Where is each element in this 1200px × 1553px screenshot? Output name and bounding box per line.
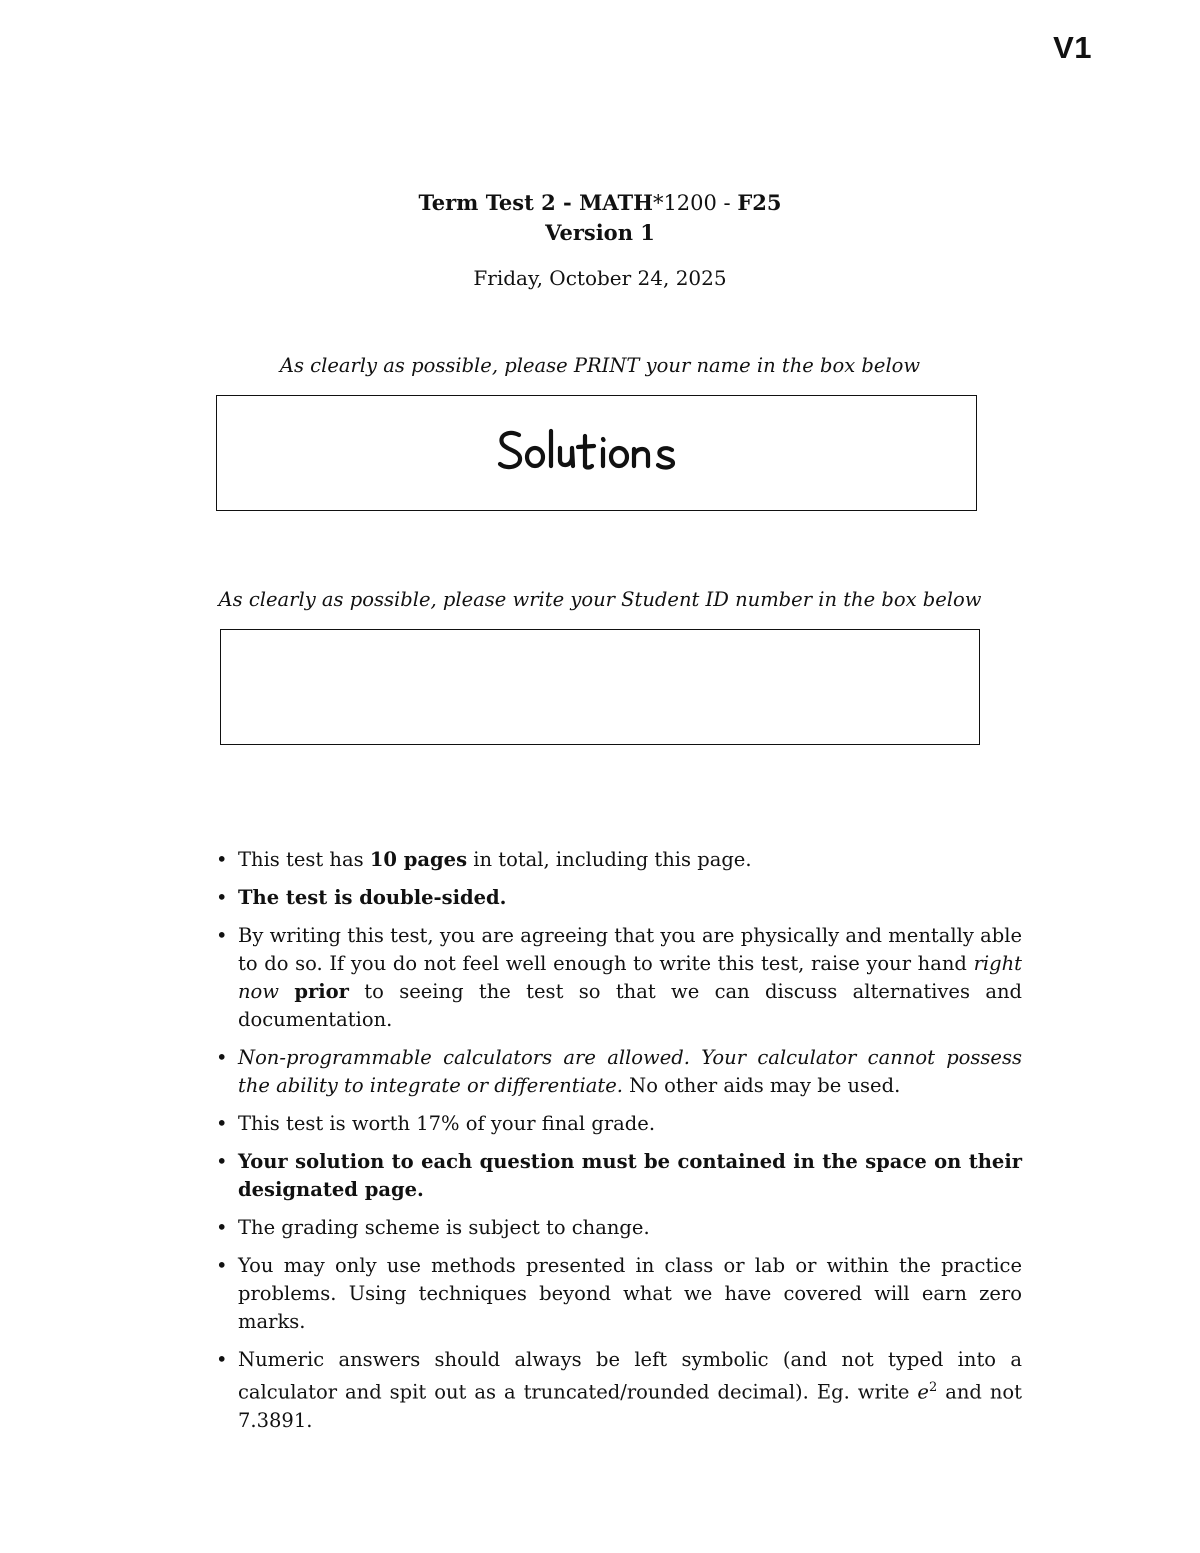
bullet: • bbox=[216, 886, 228, 909]
bullet: • bbox=[216, 848, 228, 871]
instruction-item bbox=[216, 922, 1022, 1034]
instruction-emphasis: Non-programmable calculators are allowed. Your calculator cannot possess the ability to integrate or differentiate. bbox=[238, 1046, 1022, 1097]
instruction-emphasis: prior bbox=[294, 980, 349, 1003]
test-title bbox=[0, 188, 1200, 218]
instruction-text: to seeing the test so that we can discuss alternatives and documentation. bbox=[238, 980, 1022, 1031]
instruction-text: No other aids may be used. bbox=[622, 1074, 901, 1097]
instruction-item bbox=[216, 1214, 1022, 1242]
title-prefix: Term Test 2 - MATH bbox=[418, 190, 653, 215]
student-id-prompt: As clearly as possible, please write your Student ID number in the box below bbox=[218, 588, 982, 611]
instruction-emphasis: The test is double-sided. bbox=[238, 886, 507, 909]
instruction-text: The grading scheme is subject to change. bbox=[238, 1216, 650, 1239]
student-id-box[interactable] bbox=[220, 629, 980, 745]
bullet: • bbox=[216, 1150, 228, 1173]
instruction-text bbox=[279, 980, 294, 1003]
version-mark: V1 bbox=[1053, 30, 1092, 65]
instruction-emphasis: 10 pages bbox=[369, 848, 468, 871]
instruction-emphasis: right now bbox=[238, 952, 1022, 1003]
instruction-text: You may only use methods presented in class or lab or within the practice problems. Using techniques beyond what we have covered will earn zero marks. bbox=[238, 1254, 1022, 1333]
name-box[interactable] bbox=[216, 395, 977, 511]
title-course-suffix: *1200 - bbox=[652, 191, 738, 215]
name-prompt: As clearly as possible, please PRINT your name in the box below bbox=[279, 354, 921, 377]
instruction-item bbox=[216, 1110, 1022, 1138]
instruction-item bbox=[216, 1252, 1022, 1336]
test-date: Friday, October 24, 2025 bbox=[473, 266, 727, 290]
instruction-text: and not 7.3891. bbox=[238, 1380, 1023, 1432]
instructions-list bbox=[216, 846, 1022, 1445]
handwritten-solutions-glyphs bbox=[497, 426, 697, 478]
instruction-text: By writing this test, you are agreeing that you are physically and mentally able to do so. If you do not feel well enough to write this test, raise your hand bbox=[238, 924, 1022, 975]
title-term: F25 bbox=[737, 190, 782, 215]
instruction-item bbox=[216, 1346, 1022, 1435]
instruction-text: This test is worth 17% of your final grade. bbox=[238, 1112, 656, 1135]
bullet: • bbox=[216, 1046, 228, 1069]
math-exponent: 2 bbox=[928, 1380, 938, 1395]
instruction-emphasis: Your solution to each question must be contained in the space on their designated page. bbox=[238, 1150, 1022, 1201]
instruction-text: This test has bbox=[238, 848, 370, 871]
instruction-item bbox=[216, 846, 1022, 874]
instruction-item bbox=[216, 1044, 1022, 1100]
instruction-text: Numeric answers should always be left symbolic (and not typed into a calculator and spit out as a truncated/rounded decimal). Eg. write bbox=[238, 1348, 1022, 1404]
instruction-text: in total, including this page. bbox=[467, 848, 752, 871]
test-version: Version 1 bbox=[545, 220, 655, 245]
handwritten-name bbox=[217, 426, 976, 482]
bullet: • bbox=[216, 1348, 228, 1371]
instruction-item bbox=[216, 884, 1022, 912]
instruction-item bbox=[216, 1148, 1022, 1204]
test-header bbox=[0, 188, 1200, 292]
bullet: • bbox=[216, 1112, 228, 1135]
math-e: e bbox=[917, 1380, 929, 1404]
bullet: • bbox=[216, 924, 228, 947]
bullet: • bbox=[216, 1254, 228, 1277]
bullet: • bbox=[216, 1216, 228, 1239]
